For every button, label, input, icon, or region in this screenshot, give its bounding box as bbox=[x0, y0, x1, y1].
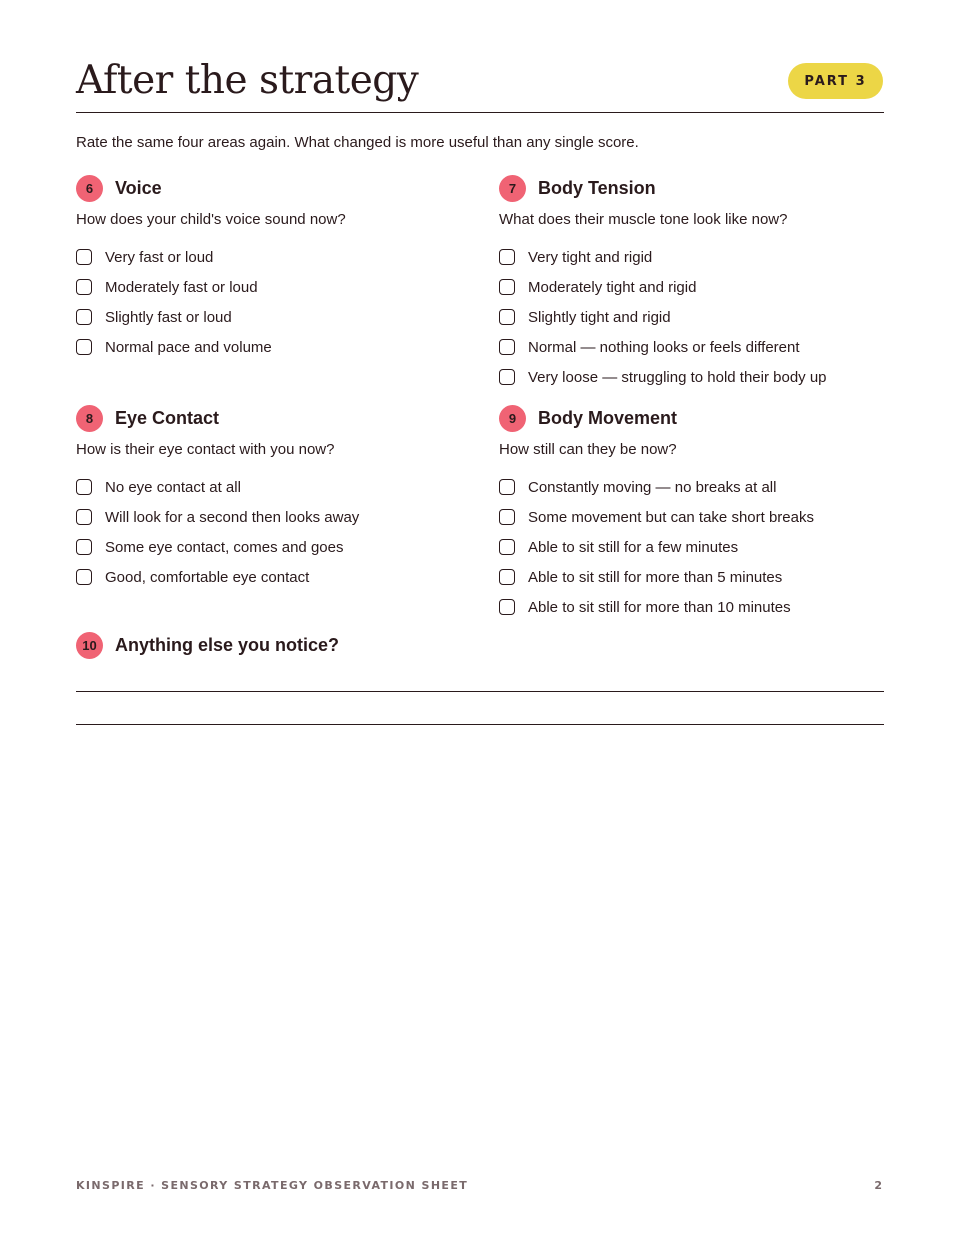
page-number: 2 bbox=[874, 1179, 882, 1192]
title-divider bbox=[76, 112, 884, 113]
option-list bbox=[499, 472, 899, 622]
checkbox[interactable] bbox=[499, 509, 515, 525]
number-badge: 9 bbox=[499, 405, 526, 432]
option-item[interactable] bbox=[499, 302, 899, 332]
section-title: Anything else you notice? bbox=[115, 634, 340, 655]
notes-writing-line[interactable] bbox=[76, 691, 884, 692]
option-label: Very tight and rigid bbox=[528, 248, 653, 266]
option-label: Good, comfortable eye contact bbox=[105, 568, 310, 586]
section-header bbox=[76, 404, 476, 432]
page-title: After the strategy bbox=[76, 58, 419, 103]
checkbox[interactable] bbox=[76, 539, 92, 555]
checkbox[interactable] bbox=[76, 479, 92, 495]
option-label: Able to sit still for more than 5 minutes bbox=[528, 568, 783, 586]
checkbox[interactable] bbox=[76, 249, 92, 265]
option-label: Able to sit still for more than 10 minutes bbox=[528, 598, 791, 616]
checkbox[interactable] bbox=[499, 599, 515, 615]
section-title: Voice bbox=[115, 177, 162, 198]
option-list bbox=[76, 472, 476, 592]
option-item[interactable] bbox=[76, 472, 476, 502]
section-question: How is their eye contact with you now? bbox=[76, 441, 335, 458]
checkbox[interactable] bbox=[76, 569, 92, 585]
footer-title: KINSPIRE · SENSORY STRATEGY OBSERVATION SHEET bbox=[76, 1179, 469, 1192]
checkbox[interactable] bbox=[76, 339, 92, 355]
checkbox[interactable] bbox=[499, 339, 515, 355]
option-list bbox=[499, 242, 899, 392]
checkbox[interactable] bbox=[76, 279, 92, 295]
checkbox[interactable] bbox=[499, 539, 515, 555]
intro-text: Rate the same four areas again. What changed is more useful than any single score. bbox=[76, 134, 639, 151]
option-item[interactable] bbox=[499, 272, 899, 302]
option-item[interactable] bbox=[76, 242, 476, 272]
section-eye-contact bbox=[76, 404, 476, 592]
option-item[interactable] bbox=[499, 332, 899, 362]
section-title: Body Tension bbox=[538, 177, 656, 198]
notes-writing-line[interactable] bbox=[76, 724, 884, 725]
option-label: Normal pace and volume bbox=[105, 338, 272, 356]
section-header bbox=[76, 631, 884, 659]
number-badge: 6 bbox=[76, 175, 103, 202]
option-item[interactable] bbox=[76, 332, 476, 362]
option-label: Moderately tight and rigid bbox=[528, 278, 697, 296]
option-label: Will look for a second then looks away bbox=[105, 508, 360, 526]
option-item[interactable] bbox=[76, 562, 476, 592]
section-question: How does your child's voice sound now? bbox=[76, 211, 346, 228]
section-question: What does their muscle tone look like now? bbox=[499, 211, 788, 228]
option-item[interactable] bbox=[499, 362, 899, 392]
option-label: Some movement but can take short breaks bbox=[528, 508, 814, 526]
option-label: Some eye contact, comes and goes bbox=[105, 538, 344, 556]
section-voice bbox=[76, 174, 476, 362]
section-header bbox=[499, 174, 899, 202]
option-label: Very loose — struggling to hold their body up bbox=[528, 368, 827, 386]
section-header bbox=[499, 404, 899, 432]
number-badge: 10 bbox=[76, 632, 103, 659]
option-label: Very fast or loud bbox=[105, 248, 214, 266]
option-label: Able to sit still for a few minutes bbox=[528, 538, 739, 556]
section-title: Eye Contact bbox=[115, 407, 220, 428]
number-badge: 8 bbox=[76, 405, 103, 432]
checkbox[interactable] bbox=[499, 309, 515, 325]
option-item[interactable] bbox=[499, 592, 899, 622]
section-body-movement bbox=[499, 404, 899, 622]
part-badge: PART 3 bbox=[788, 63, 883, 99]
number-badge: 7 bbox=[499, 175, 526, 202]
section-body-tension bbox=[499, 174, 899, 392]
option-item[interactable] bbox=[76, 532, 476, 562]
option-item[interactable] bbox=[499, 242, 899, 272]
checkbox[interactable] bbox=[499, 369, 515, 385]
option-label: Normal — nothing looks or feels different bbox=[528, 338, 800, 356]
option-item[interactable] bbox=[499, 532, 899, 562]
option-label: Slightly fast or loud bbox=[105, 308, 232, 326]
checkbox[interactable] bbox=[76, 509, 92, 525]
option-label: Slightly tight and rigid bbox=[528, 308, 671, 326]
option-item[interactable] bbox=[76, 302, 476, 332]
option-label: No eye contact at all bbox=[105, 478, 241, 496]
option-list bbox=[76, 242, 476, 362]
option-item[interactable] bbox=[499, 562, 899, 592]
option-item[interactable] bbox=[76, 502, 476, 532]
option-item[interactable] bbox=[499, 502, 899, 532]
section-header bbox=[76, 174, 476, 202]
section-title: Body Movement bbox=[538, 407, 678, 428]
option-label: Constantly moving — no breaks at all bbox=[528, 478, 777, 496]
option-item[interactable] bbox=[76, 272, 476, 302]
checkbox[interactable] bbox=[499, 569, 515, 585]
checkbox[interactable] bbox=[499, 279, 515, 295]
checkbox[interactable] bbox=[76, 309, 92, 325]
section-question: How still can they be now? bbox=[499, 441, 677, 458]
option-label: Moderately fast or loud bbox=[105, 278, 258, 296]
checkbox[interactable] bbox=[499, 249, 515, 265]
checkbox[interactable] bbox=[499, 479, 515, 495]
option-item[interactable] bbox=[499, 472, 899, 502]
section-notes bbox=[76, 631, 884, 659]
